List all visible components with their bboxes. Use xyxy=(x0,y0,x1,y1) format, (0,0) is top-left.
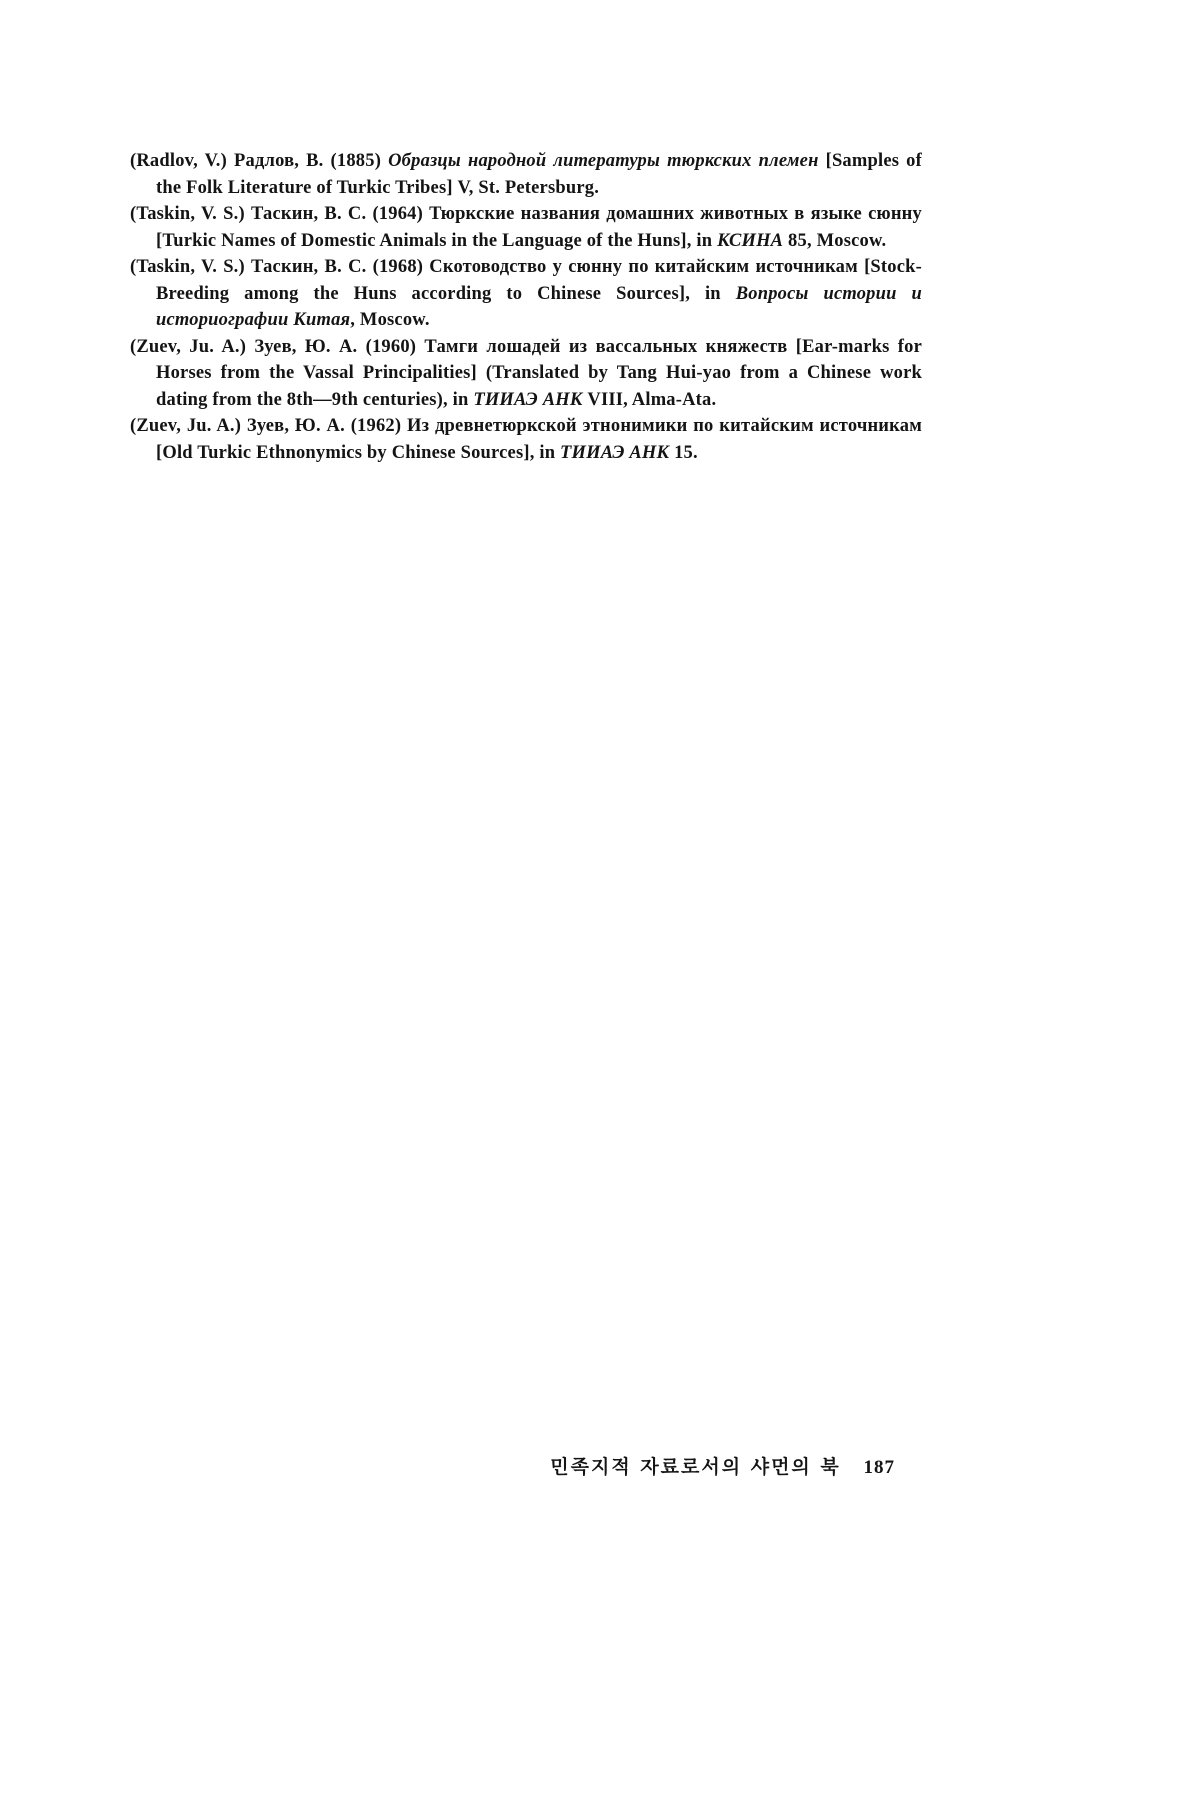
entry-text: [Samples of the Folk Literature of Turkic Tribes] V, St. Petersburg. xyxy=(156,151,922,198)
entry-title-italic: КСИНА xyxy=(717,230,784,251)
entry-text: , Moscow. xyxy=(350,310,430,330)
entry-title-italic: ТИИАЭ АНК xyxy=(473,389,583,410)
page-footer xyxy=(0,1452,895,1479)
page-number: 187 xyxy=(863,1457,895,1478)
bibliography-entry xyxy=(130,254,922,334)
entry-text: (Taskin, V. S.) Таскин, В. С. (1964) Тюркские названия домашних животных в языке сюнну [Turkic Names of Domestic Animals in the Language of the Huns], in xyxy=(130,204,922,251)
bibliography-entry xyxy=(130,413,922,466)
bibliography-list xyxy=(130,148,922,466)
bibliography-entry xyxy=(130,334,922,414)
entry-text: (Taskin, V. S.) Таскин, В. С. (1968) Скотоводство у сюнну по китайским источникам [Stock-Breeding among the Huns according to Chinese Sources], in xyxy=(130,257,922,304)
entry-text: (Zuev, Ju. A.) Зуев, Ю. А. (1962) Из древнетюркской этнонимики по китайским источникам [Old Turkic Ethnonymics by Chinese Sources], in xyxy=(130,416,922,463)
entry-text: 15. xyxy=(669,442,698,463)
entry-text: 85, Moscow. xyxy=(783,230,887,251)
entry-title-italic: ТИИАЭ АНК xyxy=(560,442,670,463)
entry-title-italic: Образцы народной литературы тюркских племен xyxy=(388,151,819,171)
bibliography-entry xyxy=(130,201,922,254)
bibliography-entry xyxy=(130,148,922,201)
entry-title-italic: Вопросы истории и историографии Китая xyxy=(156,283,922,330)
entry-text: (Radlov, V.) Радлов, В. (1885) xyxy=(130,151,389,171)
running-title: 민족지적 자료로서의 샤먼의 북 xyxy=(550,1456,841,1478)
entry-text: VIII, Alma-Ata. xyxy=(582,389,717,410)
entry-text: (Zuev, Ju. A.) Зуев, Ю. А. (1960) Тамги лошадей из вассальных княжеств [Ear-marks for Horses from the Vassal Principalities] (Translated by Tang Hui-yao from a Chinese work dating from the 8th—9th centuries), in xyxy=(130,336,922,410)
